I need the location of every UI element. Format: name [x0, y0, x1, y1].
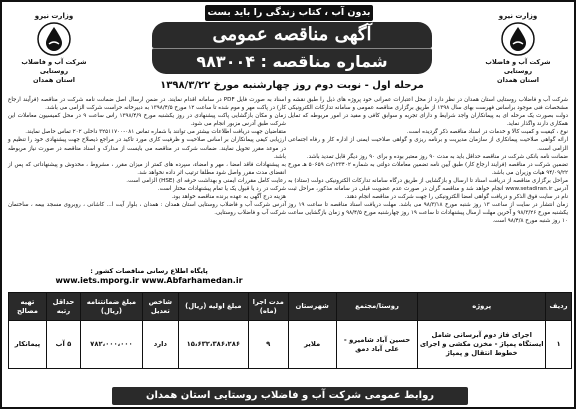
conditions-right-column — [288, 96, 568, 226]
company-name: شرکت آب و فاضلاب روستایی — [21, 58, 87, 75]
header-project: پروژه — [418, 293, 546, 321]
ad-title: آگهی مناقصه عمومی — [152, 22, 432, 48]
paragraph: تضمین شرکت در مناقصه (فرایند ارجاع کار) طبق آیین نامه تضمین معاملات دولتی به شماره ۱۲۳۴۰۲/ت ۵۰۶۵۹ هـ مورخ ۹۴/۰۹/۲۲ هیات وزیران می باشد. — [288, 161, 568, 176]
company-logo-left — [14, 12, 94, 85]
cell-min-grade: ۵ آب — [47, 321, 81, 369]
table-row — [9, 321, 572, 369]
paragraph: به پیشنهادات فاقد امضا ، مهر و امضاء، سپرده های کمتر از میزان مقرر ، مشروط ، مخدوش و پیشنهاداتی که پس از انقضای مدت مقرر واصل شود مطلقا ترتیب اثر داده نخواهد شد. — [8, 161, 286, 176]
header-village: روستا/مجتمع — [336, 293, 418, 321]
cell-row-number: ۱ — [546, 321, 572, 369]
paragraph: رعایت کامل مقررات ایمنی و بهداشت حرفه ای (HSE) الزامی است. — [126, 177, 286, 184]
stage-line: مرحله اول - نوبت دوم روز چهارشنبه مورخ ۱۳۹۸/۳/۲۲ — [160, 80, 424, 91]
paragraph: شرکت در رد یا قبول یک یا تمام پیشنهادات مختار است. — [157, 186, 286, 193]
paragraph: شرکت آب و فاضلاب روستایی استان همدان در نظر دارد از محل اعتبارات عمرانی خود پروژه های ذیل را طبق نقشه و مشخصات فنی موجود براساس فهرست بهای سال ۱۳۹۸ از طریق برگزاری مناقصه عمومی و سامانه تدارکات الکترونیکی دولت بصورت یک مرحله ای به پیمانکاران واجد شرایط و دارای تجربه و سوابق کافی و مفید در امور مربوطه که تمایل همکاری دارند واگذار نماید. — [288, 97, 568, 128]
water-drop-icon — [501, 22, 535, 56]
header-county: شهرستان — [288, 293, 336, 321]
cell-village: حسین آباد شامیرو - علی آباد دمق — [336, 321, 418, 369]
info-system-label: پایگاه اطلاع رسانی مناقصات کشور : — [90, 267, 208, 275]
paragraph: ضمانت نامه بانکی شرکت در مناقصه حداقل باید به مدت ۹۰ روز معتبر بوده و برای ۹۰ روز دیگر قابل تمدید باشد. — [306, 153, 568, 160]
province-name: استان همدان — [497, 76, 539, 84]
paragraph: آدرس شرکت آب و فاضلاب روستایی استان همدان : همدان ، بلوار آیت ا... کاشانی ، روبروی مسجد بیمه ، ساختمان شرکت آب و فاضلاب روستایی. — [8, 202, 286, 217]
paragraph: اسناد به صورت فایل PDF در سامانه اقدام نمایند. در ضمن ارسال اصل ضمانت نامه شرکت در مناقصه (فرآیند ارجاع کار) در پاکت مهر و موم شده تا ساعت ۱۲ مورخ ۱۳۹۸/۴/۵ به دبیرخانه حراست شرکت الزامی می باشد. — [8, 97, 287, 112]
paragraph: هزینه درج آگهی به عهده برنده مناقصه خواهد بود. — [171, 194, 286, 201]
header-row-number: ردیف — [546, 293, 572, 321]
paragraph: مراحل برگزاری مناقصه از دریافت اسناد تا ارسال و بازگشایی از طریق درگاه سامانه تدارکات الکترونیکی دولت (ستاد) به آدرس www.setadiran.ir انجام خواهد شد و مناقصه گران در صورت عدم عضویت قبلی در سامانه مذکور، مراحل ثبت نام در سایت فوق الذکر و دریافت گواهی امضا الکترونیکی را جهت شرکت در مناقصه انجام دهند. — [288, 177, 569, 201]
conditions-left-column — [8, 96, 286, 217]
header-duration: مدت اجرا (ماه) — [248, 293, 288, 321]
cell-county: ملایر — [288, 321, 336, 369]
cell-initial-amount: ۱۵،۶۳۲،۳۸۶،۲۸۶ — [178, 321, 248, 369]
cell-guarantee-amount: ۷۸۲،۰۰۰،۰۰۰ — [80, 321, 142, 369]
tender-table — [8, 292, 572, 369]
paragraph: زمان انتشار در سایت از ساعت ۱۳ روز شنبه مورخ ۹۸/۳/۱۸ می باشد. مهلت دریافت اسناد مناقصه تا ساعت ۱۹ روز یکشنبه مورخ ۹۸/۳/۲۶ و آخرین مهلت ارسال پیشنهادات تا ساعت ۱۹ روز چهارشنبه مورخ ۹۸/۴/۵ و زمان بازگشایی ساعت ۱۰ روز شنبه مورخ ۹۸/۴/۸ است. — [288, 202, 568, 225]
header-min-grade: حداقل رتبه — [47, 293, 81, 321]
cell-materials: پیمانکار — [9, 321, 47, 369]
public-relations-footer: روابط عمومی شرکت آب و فاضلاب روستایی استان همدان — [112, 387, 468, 405]
header-initial-amount: مبلغ اولیه (ریال) — [178, 293, 248, 321]
company-logo-right — [478, 12, 558, 85]
cell-project: اجرای فاز دوم آبرسانی شامل ایستگاه پمپاژ - مخزن مکشی و اجرای خطوط انتقال و پمپاژ — [418, 321, 546, 369]
water-drop-icon — [37, 22, 71, 56]
tender-number: شماره مناقصه : ۹۸۳۰۰۴ — [152, 48, 432, 74]
header-materials: تهیه مصالح — [9, 293, 47, 321]
paragraph: زمان و مکان بازگشایی پاکت پیشنهادی در روز یکشنبه مورخ ۱۳۹۸/۴/۹ راس ساعت ۹ در محل کمیسیون معاملات این شرکت طبق آدرس مزبور انجام می شود. — [8, 113, 286, 128]
ministry-label: وزارت نیرو — [498, 12, 538, 20]
paragraph: متقاضیان جهت دریافت اطلاعات بیشتر می توانند با شماره تماس ۰۸۱-۳۲۵۱۱۷۰۰ داخلی ۲۰۲ تماس حاصل نمایند. — [25, 129, 286, 136]
company-name: شرکت آب و فاضلاب روستایی — [485, 58, 551, 75]
ministry-label: وزارت نیرو — [34, 12, 74, 20]
paragraph: ارائه گواهی صلاحیت پیمانکاری از سازمان مدیریت و برنامه ریزی و گواهی صلاحیت ایمنی از اداره کار و رفاه اجتماعی الزامی است. — [288, 137, 568, 152]
paragraph: ارزیابی کیفی پیمانکاران بر اساس صلاحیت و ظرفیت کاری مورد تاکید در مراجع ذیصلاح جهت پیشنهادی خود را تنظیم و در موعد مقرر تحویل نمایند. ضمانت شرکت در مناقصه می بایست از مدارک و اسناد مناقصه در صورت نیاز مربوطه باشد. — [8, 137, 286, 160]
table-header-row — [9, 293, 572, 321]
paragraph: نوع ، کیفیت و کمیت کالا و خدمات در اسناد مناقصه ذکر گردیده است. — [406, 129, 568, 136]
header-guarantee-amount: مبلغ ضمانتنامه (ریال) — [80, 293, 142, 321]
website-links[interactable]: www.iets.mporg.ir www.Abfarhamedan.ir — [55, 276, 243, 285]
cell-duration: ۹ — [248, 321, 288, 369]
header-adjustment: شاخص تعدیل — [142, 293, 178, 321]
cell-adjustment: دارد — [142, 321, 178, 369]
slogan-banner: بدون آب ، کتاب زندگی را باید بست — [205, 5, 373, 21]
province-name: استان همدان — [33, 76, 75, 84]
